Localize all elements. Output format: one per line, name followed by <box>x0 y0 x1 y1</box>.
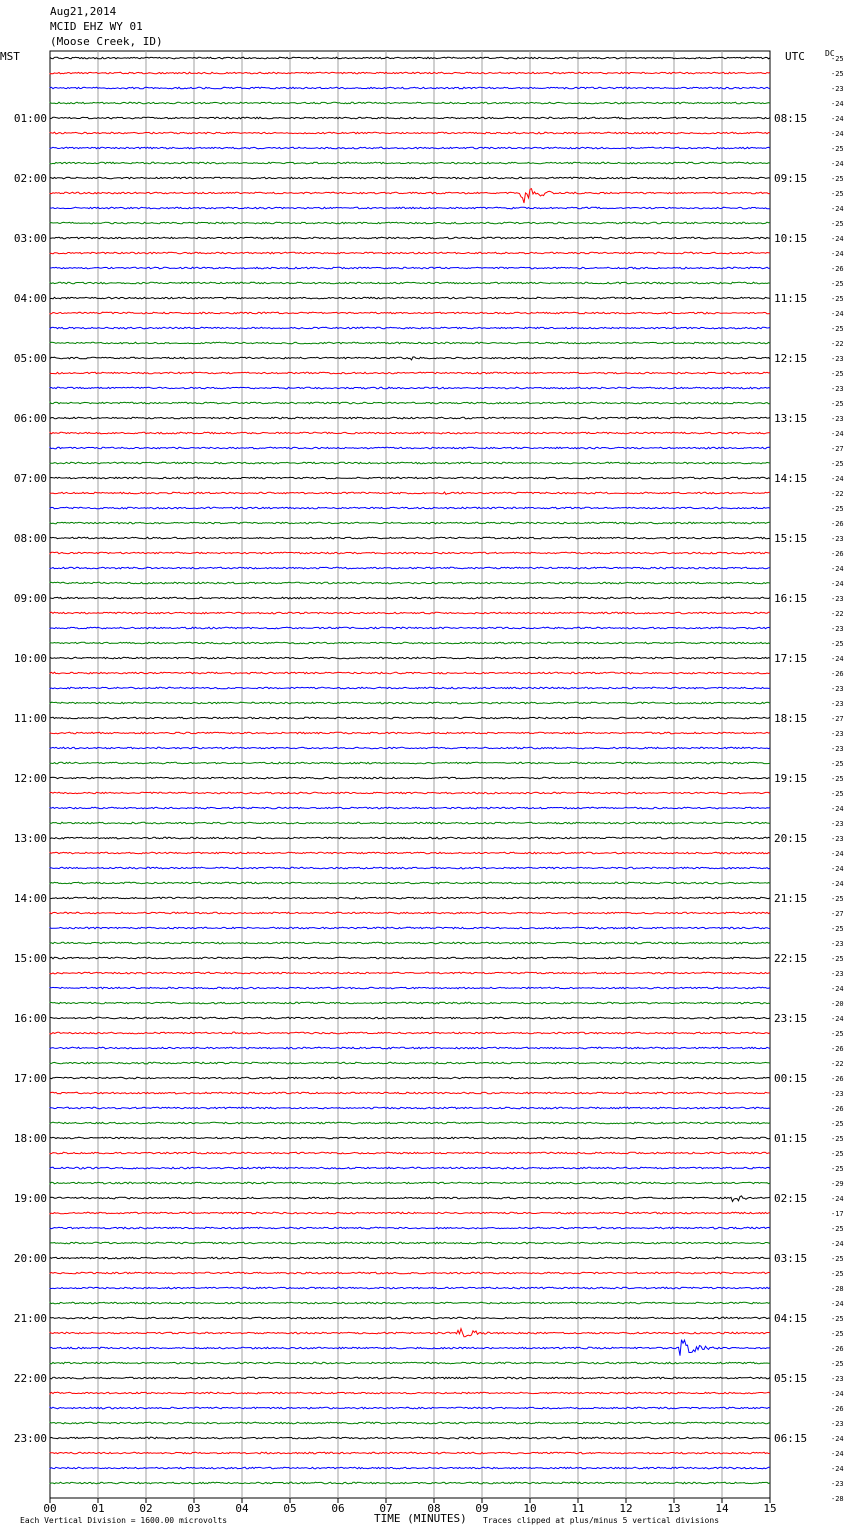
dc-offset-value: -24 <box>831 1240 844 1248</box>
seismic-trace <box>50 147 770 149</box>
seismic-trace <box>50 882 770 884</box>
x-tick-label: 02 <box>139 1502 153 1515</box>
dc-offset-value: -24 <box>831 205 844 213</box>
dc-offset-value: -25 <box>831 1165 844 1173</box>
hour-label-mst: 23:00 <box>13 1432 47 1445</box>
seismic-trace <box>50 132 770 134</box>
seismic-trace <box>50 327 770 329</box>
hour-label-utc: 14:15 <box>774 472 808 485</box>
hour-label-utc: 22:15 <box>774 952 808 965</box>
seismic-trace <box>50 1077 770 1079</box>
x-tick-label: 10 <box>523 1502 537 1515</box>
dc-offset-value: -24 <box>831 985 844 993</box>
seismic-trace <box>50 1032 770 1034</box>
x-tick-label: 11 <box>571 1502 585 1515</box>
hour-label-mst: 03:00 <box>13 232 47 245</box>
dc-offset-value: -24 <box>831 880 844 888</box>
dc-offset-value: -25 <box>831 1330 844 1338</box>
seismic-trace <box>50 237 770 239</box>
seismic-trace <box>50 642 770 644</box>
seismic-trace <box>50 1482 770 1484</box>
hour-label-mst: 07:00 <box>13 472 47 485</box>
seismic-trace <box>50 1227 770 1229</box>
hour-label-mst: 08:00 <box>13 532 47 545</box>
hour-label-utc: 10:15 <box>774 232 808 245</box>
dc-offset-value: -25 <box>831 55 844 63</box>
seismic-trace <box>50 867 770 869</box>
x-tick-label: 13 <box>667 1502 681 1515</box>
dc-offset-value: -24 <box>831 1195 844 1203</box>
seismic-trace <box>50 1242 770 1244</box>
hour-label-utc: 16:15 <box>774 592 808 605</box>
seismic-trace <box>50 537 770 539</box>
seismic-trace <box>50 927 770 929</box>
x-tick-label: 05 <box>283 1502 297 1515</box>
dc-offset-value: -25 <box>831 1150 844 1158</box>
dc-offset-value: -23 <box>831 700 844 708</box>
hour-label-utc: 01:15 <box>774 1132 808 1145</box>
dc-offset-value: -27 <box>831 715 844 723</box>
seismic-trace <box>50 1092 770 1094</box>
seismic-trace <box>50 447 770 449</box>
dc-offset-value: -25 <box>831 400 844 408</box>
seismic-trace <box>50 1422 770 1424</box>
hour-label-utc: 17:15 <box>774 652 808 665</box>
seismic-trace <box>50 507 770 509</box>
dc-offset-value: -25 <box>831 175 844 183</box>
seismic-trace <box>50 342 770 344</box>
seismic-trace <box>50 582 770 584</box>
dc-offset-value: -25 <box>831 775 844 783</box>
hour-label-utc: 11:15 <box>774 292 808 305</box>
hour-label-utc: 23:15 <box>774 1012 808 1025</box>
seismic-trace <box>50 282 770 284</box>
seismic-trace <box>50 942 770 944</box>
dc-offset-value: -25 <box>831 1360 844 1368</box>
dc-offset-value: -25 <box>831 1315 844 1323</box>
dc-offset-value: -25 <box>831 790 844 798</box>
seismic-trace <box>50 492 770 494</box>
dc-offset-value: -25 <box>831 895 844 903</box>
seismic-trace <box>50 372 770 374</box>
hour-label-utc: 19:15 <box>774 772 808 785</box>
dc-offset-value: -25 <box>831 1255 844 1263</box>
dc-offset-value: -23 <box>831 730 844 738</box>
dc-offset-value: -23 <box>831 595 844 603</box>
station-name: MCID EHZ WY 01 <box>50 20 143 33</box>
dc-offset-value: -26 <box>831 670 844 678</box>
dc-offset-value: -24 <box>831 115 844 123</box>
dc-offset-value: -24 <box>831 310 844 318</box>
dc-offset-value: -22 <box>831 610 844 618</box>
seismic-trace <box>50 747 770 749</box>
dc-offset-value: -23 <box>831 355 844 363</box>
dc-offset-value: -23 <box>831 970 844 978</box>
dc-offset-value: -25 <box>831 505 844 513</box>
seismic-trace <box>50 1392 770 1394</box>
seismic-trace <box>50 1167 770 1169</box>
seismic-trace <box>50 1017 770 1019</box>
hour-label-mst: 09:00 <box>13 592 47 605</box>
seismic-trace <box>50 597 770 599</box>
hour-label-mst: 13:00 <box>13 832 47 845</box>
right-timezone-label: UTC <box>785 50 805 63</box>
dc-offset-value: -23 <box>831 535 844 543</box>
seismic-trace <box>50 1152 770 1154</box>
dc-offset-value: -24 <box>831 865 844 873</box>
seismic-trace <box>50 762 770 764</box>
hour-label-mst: 17:00 <box>13 1072 47 1085</box>
dc-offset-value: -22 <box>831 1060 844 1068</box>
x-tick-label: 08 <box>427 1502 441 1515</box>
x-tick-label: 09 <box>475 1502 489 1515</box>
seismic-trace <box>50 957 770 959</box>
seismic-trace <box>50 462 770 464</box>
seismic-trace <box>50 1196 770 1202</box>
hour-label-utc: 05:15 <box>774 1372 808 1385</box>
hour-label-utc: 08:15 <box>774 112 808 125</box>
seismic-trace <box>50 1452 770 1454</box>
dc-offset-value: -25 <box>831 1270 844 1278</box>
seismic-trace <box>50 189 770 203</box>
seismic-trace <box>50 1329 770 1337</box>
dc-offset-value: -26 <box>831 1105 844 1113</box>
hour-label-mst: 18:00 <box>13 1132 47 1145</box>
seismic-trace <box>50 852 770 854</box>
seismic-trace <box>50 72 770 74</box>
hour-label-mst: 16:00 <box>13 1012 47 1025</box>
hour-label-utc: 12:15 <box>774 352 808 365</box>
seismic-trace <box>50 267 770 269</box>
dc-offset-value: -23 <box>831 835 844 843</box>
dc-offset-value: -25 <box>831 190 844 198</box>
seismic-trace <box>50 912 770 914</box>
seismic-trace <box>50 702 770 704</box>
seismic-trace <box>50 402 770 404</box>
hour-label-mst: 01:00 <box>13 112 47 125</box>
seismic-trace <box>50 102 770 104</box>
seismic-trace <box>50 1182 770 1184</box>
dc-offset-value: -24 <box>831 1015 844 1023</box>
seismic-trace <box>50 1467 770 1469</box>
seismic-trace <box>50 297 770 299</box>
seismic-trace <box>50 1377 770 1379</box>
hour-label-mst: 12:00 <box>13 772 47 785</box>
dc-offset-value: -25 <box>831 640 844 648</box>
dc-offset-value: -25 <box>831 220 844 228</box>
seismic-trace <box>50 1047 770 1049</box>
seismic-trace <box>50 807 770 809</box>
dc-offset-value: -23 <box>831 415 844 423</box>
hour-label-utc: 03:15 <box>774 1252 808 1265</box>
x-tick-label: 00 <box>43 1502 57 1515</box>
x-tick-label: 04 <box>235 1502 249 1515</box>
dc-offset-value: -23 <box>831 745 844 753</box>
seismic-trace <box>50 612 770 614</box>
dc-offset-value: -25 <box>831 1030 844 1038</box>
seismic-trace <box>50 777 770 779</box>
seismic-trace <box>50 162 770 164</box>
seismic-trace <box>50 657 770 659</box>
seismic-trace <box>50 1272 770 1274</box>
seismic-trace <box>50 1257 770 1259</box>
hour-label-utc: 18:15 <box>774 712 808 725</box>
seismic-trace <box>50 687 770 689</box>
dc-offset-value: -24 <box>831 235 844 243</box>
dc-offset-value: -24 <box>831 430 844 438</box>
dc-offset-value: -26 <box>831 1045 844 1053</box>
seismic-trace <box>50 1302 770 1304</box>
x-tick-label: 01 <box>91 1502 105 1515</box>
seismic-trace <box>50 1137 770 1139</box>
dc-offset-header: DC <box>825 49 835 58</box>
seismic-trace <box>50 57 770 59</box>
dc-offset-value: -25 <box>831 1225 844 1233</box>
dc-offset-value: -25 <box>831 1120 844 1128</box>
left-timezone-label: MST <box>0 50 20 63</box>
seismic-trace <box>50 987 770 989</box>
hour-label-mst: 21:00 <box>13 1312 47 1325</box>
seismic-trace <box>50 837 770 839</box>
hour-label-mst: 02:00 <box>13 172 47 185</box>
seismic-trace <box>50 732 770 734</box>
x-tick-label: 14 <box>715 1502 729 1515</box>
seismic-trace <box>50 522 770 524</box>
seismic-trace <box>50 1317 770 1319</box>
dc-offset-value: -25 <box>831 1135 844 1143</box>
seismic-trace <box>50 357 770 360</box>
hour-label-utc: 02:15 <box>774 1192 808 1205</box>
dc-offset-value: -23 <box>831 820 844 828</box>
dc-offset-value: -24 <box>831 850 844 858</box>
dc-offset-value: -24 <box>831 1465 844 1473</box>
seismic-trace <box>50 1437 770 1439</box>
seismic-trace <box>50 552 770 554</box>
station-location: (Moose Creek, ID) <box>50 35 163 48</box>
hour-label-mst: 15:00 <box>13 952 47 965</box>
dc-offset-value: -24 <box>831 805 844 813</box>
dc-offset-value: -23 <box>831 85 844 93</box>
x-tick-label: 12 <box>619 1502 633 1515</box>
dc-offset-value: -23 <box>831 940 844 948</box>
seismic-trace <box>50 1407 770 1409</box>
dc-offset-value: -25 <box>831 70 844 78</box>
seismic-trace <box>50 672 770 674</box>
seismic-trace <box>50 312 770 314</box>
dc-offset-value: -24 <box>831 250 844 258</box>
hour-label-utc: 00:15 <box>774 1072 808 1085</box>
dc-offset-value: -24 <box>831 130 844 138</box>
seismic-trace <box>50 822 770 824</box>
dc-offset-value: -24 <box>831 475 844 483</box>
dc-offset-value: -26 <box>831 265 844 273</box>
hour-label-utc: 15:15 <box>774 532 808 545</box>
seismic-trace <box>50 477 770 479</box>
dc-offset-value: -25 <box>831 325 844 333</box>
dc-offset-value: -24 <box>831 100 844 108</box>
hour-label-mst: 22:00 <box>13 1372 47 1385</box>
dc-offset-value: -25 <box>831 145 844 153</box>
scale-note: Each Vertical Division = 1600.00 microvolts <box>20 1516 228 1525</box>
seismic-trace <box>50 222 770 224</box>
dc-offset-value: -23 <box>831 1375 844 1383</box>
seismic-trace <box>50 1002 770 1004</box>
seismic-trace <box>50 417 770 419</box>
dc-offset-value: -24 <box>831 1435 844 1443</box>
seismic-trace <box>50 972 770 974</box>
dc-offset-value: -24 <box>831 580 844 588</box>
dc-offset-value: -25 <box>831 925 844 933</box>
seismic-trace <box>50 387 770 389</box>
dc-offset-value: -26 <box>831 1075 844 1083</box>
hour-label-mst: 04:00 <box>13 292 47 305</box>
hour-label-mst: 06:00 <box>13 412 47 425</box>
seismic-trace <box>50 177 770 179</box>
dc-offset-value: -26 <box>831 1405 844 1413</box>
dc-offset-value: -24 <box>831 160 844 168</box>
hour-label-utc: 09:15 <box>774 172 808 185</box>
hour-label-mst: 14:00 <box>13 892 47 905</box>
seismic-trace <box>50 627 770 629</box>
seismic-trace <box>50 207 770 209</box>
dc-offset-value: -25 <box>831 280 844 288</box>
x-tick-label: 03 <box>187 1502 201 1515</box>
dc-offset-value: -25 <box>831 955 844 963</box>
hour-label-mst: 05:00 <box>13 352 47 365</box>
dc-offset-value: -24 <box>831 655 844 663</box>
dc-offset-value: -26 <box>831 520 844 528</box>
seismic-trace <box>50 1340 770 1356</box>
seismic-trace <box>50 1107 770 1109</box>
dc-offset-value: -24 <box>831 1450 844 1458</box>
hour-label-mst: 11:00 <box>13 712 47 725</box>
dc-offset-value: -25 <box>831 760 844 768</box>
dc-offset-value: -23 <box>831 1090 844 1098</box>
dc-offset-value: -23 <box>831 1480 844 1488</box>
dc-offset-value: -27 <box>831 445 844 453</box>
dc-offset-value: -25 <box>831 370 844 378</box>
seismic-trace <box>50 1212 770 1214</box>
hour-label-utc: 04:15 <box>774 1312 808 1325</box>
hour-label-utc: 13:15 <box>774 412 808 425</box>
seismic-trace <box>50 717 770 719</box>
dc-offset-value: -27 <box>831 910 844 918</box>
seismic-trace <box>50 1362 770 1364</box>
clip-note: Traces clipped at plus/minus 5 vertical divisions <box>483 1516 720 1525</box>
dc-offset-value: -20 <box>831 1000 844 1008</box>
hour-label-mst: 19:00 <box>13 1192 47 1205</box>
hour-label-mst: 20:00 <box>13 1252 47 1265</box>
seismic-trace <box>50 897 770 899</box>
dc-offset-value: -28 <box>831 1285 844 1293</box>
dc-offset-value: -24 <box>831 1300 844 1308</box>
seismic-trace <box>50 567 770 569</box>
dc-offset-value: -23 <box>831 625 844 633</box>
x-tick-label: 15 <box>763 1502 777 1515</box>
seismic-trace <box>50 87 770 89</box>
dc-offset-value: -24 <box>831 565 844 573</box>
dc-offset-value: -17 <box>831 1210 844 1218</box>
record-date: Aug21,2014 <box>50 5 117 18</box>
seismic-trace <box>50 117 770 119</box>
seismic-trace <box>50 1122 770 1124</box>
hour-label-utc: 06:15 <box>774 1432 808 1445</box>
seismic-trace <box>50 252 770 254</box>
dc-offset-value: -22 <box>831 490 844 498</box>
dc-offset-value: -26 <box>831 550 844 558</box>
dc-offset-value: -25 <box>831 460 844 468</box>
dc-offset-value: -28 <box>831 1495 844 1503</box>
dc-offset-value: -22 <box>831 340 844 348</box>
dc-offset-value: -29 <box>831 1180 844 1188</box>
hour-label-mst: 10:00 <box>13 652 47 665</box>
hour-label-utc: 21:15 <box>774 892 808 905</box>
dc-offset-value: -25 <box>831 295 844 303</box>
dc-offset-value: -23 <box>831 685 844 693</box>
seismic-trace <box>50 1287 770 1289</box>
dc-offset-value: -23 <box>831 385 844 393</box>
seismic-trace <box>50 1062 770 1064</box>
x-axis-title: TIME (MINUTES) <box>374 1512 467 1525</box>
hour-label-utc: 20:15 <box>774 832 808 845</box>
dc-offset-value: -26 <box>831 1345 844 1353</box>
x-tick-label: 06 <box>331 1502 345 1515</box>
seismic-trace <box>50 792 770 794</box>
x-tick-label: 07 <box>379 1502 393 1515</box>
dc-offset-value: -24 <box>831 1390 844 1398</box>
dc-offset-value: -23 <box>831 1420 844 1428</box>
seismic-trace <box>50 432 770 434</box>
